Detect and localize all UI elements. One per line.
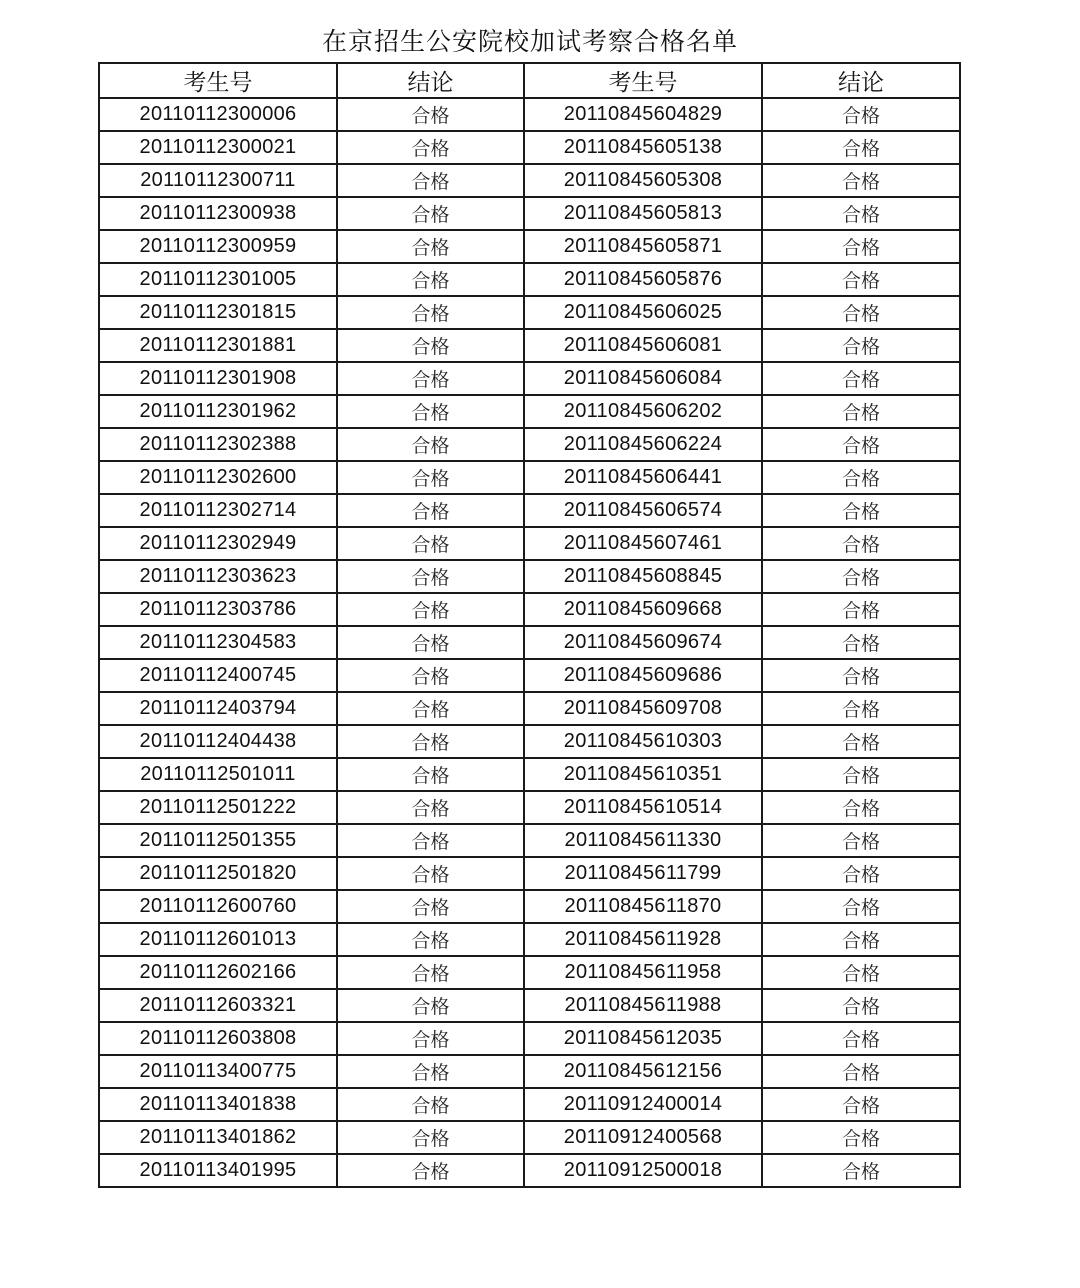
candidate-number-left: 20110112601013 <box>99 923 337 956</box>
header-candidate-number-right: 考生号 <box>524 63 762 98</box>
candidate-number-left: 20110112301815 <box>99 296 337 329</box>
result-left: 合格 <box>337 1088 524 1121</box>
result-left: 合格 <box>337 461 524 494</box>
table-row <box>99 263 960 296</box>
candidate-number-right: 20110845606441 <box>524 461 762 494</box>
candidate-number-left: 20110113401862 <box>99 1121 337 1154</box>
result-right: 合格 <box>762 494 960 527</box>
candidate-number-left: 20110112301962 <box>99 395 337 428</box>
result-right: 合格 <box>762 593 960 626</box>
candidate-number-right: 20110845608845 <box>524 560 762 593</box>
result-left: 合格 <box>337 1022 524 1055</box>
candidate-number-left: 20110112300959 <box>99 230 337 263</box>
result-left: 合格 <box>337 824 524 857</box>
candidate-number-right: 20110845611958 <box>524 956 762 989</box>
candidate-number-right: 20110845606081 <box>524 329 762 362</box>
result-left: 合格 <box>337 560 524 593</box>
candidate-number-left: 20110113400775 <box>99 1055 337 1088</box>
result-right: 合格 <box>762 626 960 659</box>
result-left: 合格 <box>337 659 524 692</box>
candidate-number-right: 20110845611988 <box>524 989 762 1022</box>
result-left: 合格 <box>337 1121 524 1154</box>
table-row <box>99 923 960 956</box>
candidate-number-right: 20110845605138 <box>524 131 762 164</box>
candidate-number-left: 20110112302600 <box>99 461 337 494</box>
result-right: 合格 <box>762 956 960 989</box>
candidate-number-right: 20110912500018 <box>524 1154 762 1187</box>
candidate-number-right: 20110845610351 <box>524 758 762 791</box>
table-row <box>99 131 960 164</box>
result-right: 合格 <box>762 989 960 1022</box>
result-left: 合格 <box>337 1154 524 1187</box>
result-left: 合格 <box>337 890 524 923</box>
candidate-number-right: 20110845611870 <box>524 890 762 923</box>
result-left: 合格 <box>337 197 524 230</box>
result-right: 合格 <box>762 395 960 428</box>
table-body <box>99 98 960 1187</box>
result-right: 合格 <box>762 791 960 824</box>
candidate-number-right: 20110845605871 <box>524 230 762 263</box>
result-right: 合格 <box>762 131 960 164</box>
candidate-number-left: 20110112301908 <box>99 362 337 395</box>
candidate-number-left: 20110112403794 <box>99 692 337 725</box>
candidate-number-left: 20110112300006 <box>99 98 337 131</box>
result-left: 合格 <box>337 791 524 824</box>
candidate-number-left: 20110112304583 <box>99 626 337 659</box>
result-right: 合格 <box>762 1055 960 1088</box>
candidate-number-left: 20110112404438 <box>99 725 337 758</box>
result-right: 合格 <box>762 1022 960 1055</box>
candidate-number-right: 20110845609674 <box>524 626 762 659</box>
result-left: 合格 <box>337 362 524 395</box>
table-row <box>99 593 960 626</box>
table-row <box>99 197 960 230</box>
result-left: 合格 <box>337 593 524 626</box>
candidate-number-right: 20110845606224 <box>524 428 762 461</box>
result-left: 合格 <box>337 131 524 164</box>
result-right: 合格 <box>762 758 960 791</box>
result-right: 合格 <box>762 692 960 725</box>
result-right: 合格 <box>762 527 960 560</box>
table-row <box>99 692 960 725</box>
table-row <box>99 1022 960 1055</box>
candidate-number-left: 20110112300021 <box>99 131 337 164</box>
result-right: 合格 <box>762 197 960 230</box>
table-row <box>99 560 960 593</box>
table-row <box>99 329 960 362</box>
result-left: 合格 <box>337 956 524 989</box>
candidate-number-left: 20110112603808 <box>99 1022 337 1055</box>
candidate-number-right: 20110845606084 <box>524 362 762 395</box>
table-header <box>99 63 960 98</box>
candidate-number-left: 20110113401838 <box>99 1088 337 1121</box>
qualified-list-table <box>98 62 961 1188</box>
candidate-number-left: 20110112303786 <box>99 593 337 626</box>
candidate-number-right: 20110845605813 <box>524 197 762 230</box>
result-left: 合格 <box>337 989 524 1022</box>
candidate-number-right: 20110845605876 <box>524 263 762 296</box>
result-right: 合格 <box>762 923 960 956</box>
candidate-number-right: 20110845609686 <box>524 659 762 692</box>
result-right: 合格 <box>762 461 960 494</box>
candidate-number-left: 20110112600760 <box>99 890 337 923</box>
result-right: 合格 <box>762 725 960 758</box>
result-left: 合格 <box>337 1055 524 1088</box>
result-left: 合格 <box>337 494 524 527</box>
table-row <box>99 758 960 791</box>
candidate-number-right: 20110845611330 <box>524 824 762 857</box>
candidate-number-left: 20110112501820 <box>99 857 337 890</box>
candidate-number-right: 20110845609708 <box>524 692 762 725</box>
table-row <box>99 725 960 758</box>
table-row <box>99 164 960 197</box>
candidate-number-right: 20110845607461 <box>524 527 762 560</box>
result-right: 合格 <box>762 890 960 923</box>
result-right: 合格 <box>762 1088 960 1121</box>
header-row <box>99 63 960 98</box>
result-left: 合格 <box>337 527 524 560</box>
table-row <box>99 857 960 890</box>
candidate-number-right: 20110845605308 <box>524 164 762 197</box>
result-right: 合格 <box>762 659 960 692</box>
table-row <box>99 395 960 428</box>
candidate-number-left: 20110112602166 <box>99 956 337 989</box>
candidate-number-right: 20110845606025 <box>524 296 762 329</box>
result-left: 合格 <box>337 758 524 791</box>
table-row <box>99 989 960 1022</box>
candidate-number-right: 20110845610514 <box>524 791 762 824</box>
candidate-number-left: 20110112300711 <box>99 164 337 197</box>
table-row <box>99 890 960 923</box>
table-row <box>99 362 960 395</box>
result-left: 合格 <box>337 725 524 758</box>
candidate-number-left: 20110113401995 <box>99 1154 337 1187</box>
result-left: 合格 <box>337 428 524 461</box>
result-right: 合格 <box>762 857 960 890</box>
result-right: 合格 <box>762 329 960 362</box>
result-right: 合格 <box>762 362 960 395</box>
table-row <box>99 1154 960 1187</box>
candidate-number-left: 20110112501011 <box>99 758 337 791</box>
candidate-number-right: 20110845604829 <box>524 98 762 131</box>
result-left: 合格 <box>337 329 524 362</box>
table-row <box>99 1121 960 1154</box>
candidate-number-right: 20110845612156 <box>524 1055 762 1088</box>
candidate-number-left: 20110112302714 <box>99 494 337 527</box>
result-right: 合格 <box>762 1154 960 1187</box>
table-row <box>99 659 960 692</box>
result-right: 合格 <box>762 98 960 131</box>
header-result-right: 结论 <box>762 63 960 98</box>
table-row <box>99 98 960 131</box>
result-right: 合格 <box>762 428 960 461</box>
table-row <box>99 230 960 263</box>
candidate-number-right: 20110845612035 <box>524 1022 762 1055</box>
result-left: 合格 <box>337 98 524 131</box>
candidate-number-right: 20110912400568 <box>524 1121 762 1154</box>
table-row <box>99 791 960 824</box>
candidate-number-left: 20110112501355 <box>99 824 337 857</box>
candidate-number-left: 20110112400745 <box>99 659 337 692</box>
result-right: 合格 <box>762 560 960 593</box>
result-right: 合格 <box>762 230 960 263</box>
candidate-number-right: 20110845611799 <box>524 857 762 890</box>
candidate-number-right: 20110845606202 <box>524 395 762 428</box>
candidate-number-left: 20110112302388 <box>99 428 337 461</box>
candidate-number-left: 20110112301005 <box>99 263 337 296</box>
result-left: 合格 <box>337 164 524 197</box>
table-row <box>99 527 960 560</box>
candidate-number-left: 20110112603321 <box>99 989 337 1022</box>
table-row <box>99 296 960 329</box>
result-left: 合格 <box>337 230 524 263</box>
result-left: 合格 <box>337 692 524 725</box>
candidate-number-right: 20110912400014 <box>524 1088 762 1121</box>
candidate-number-right: 20110845611928 <box>524 923 762 956</box>
result-left: 合格 <box>337 263 524 296</box>
result-left: 合格 <box>337 857 524 890</box>
table-row <box>99 1055 960 1088</box>
candidate-number-left: 20110112501222 <box>99 791 337 824</box>
header-result-left: 结论 <box>337 63 524 98</box>
result-right: 合格 <box>762 824 960 857</box>
result-right: 合格 <box>762 1121 960 1154</box>
result-right: 合格 <box>762 296 960 329</box>
table-row <box>99 1088 960 1121</box>
table-row <box>99 428 960 461</box>
table-row <box>99 956 960 989</box>
result-left: 合格 <box>337 395 524 428</box>
table-row <box>99 461 960 494</box>
result-left: 合格 <box>337 923 524 956</box>
result-right: 合格 <box>762 263 960 296</box>
result-left: 合格 <box>337 296 524 329</box>
table-row <box>99 626 960 659</box>
document-title: 在京招生公安院校加试考察合格名单 <box>321 27 738 56</box>
candidate-number-left: 20110112302949 <box>99 527 337 560</box>
candidate-number-right: 20110845609668 <box>524 593 762 626</box>
result-right: 合格 <box>762 164 960 197</box>
candidate-number-left: 20110112303623 <box>99 560 337 593</box>
candidate-number-left: 20110112301881 <box>99 329 337 362</box>
candidate-number-right: 20110845606574 <box>524 494 762 527</box>
result-left: 合格 <box>337 626 524 659</box>
table-row <box>99 824 960 857</box>
candidate-number-right: 20110845610303 <box>524 725 762 758</box>
header-candidate-number-left: 考生号 <box>99 63 337 98</box>
candidate-number-left: 20110112300938 <box>99 197 337 230</box>
table-row <box>99 494 960 527</box>
